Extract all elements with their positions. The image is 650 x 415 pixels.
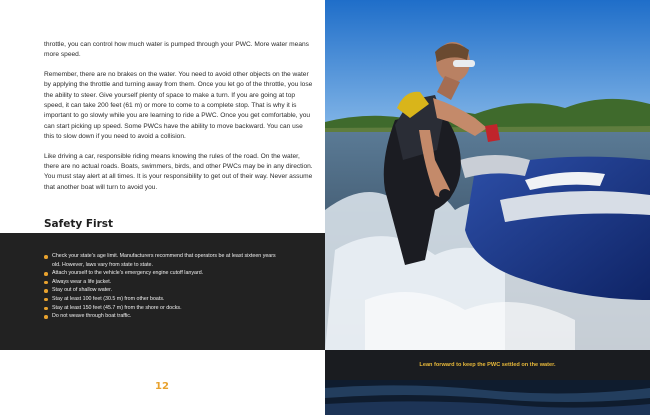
bullet-icon — [44, 272, 48, 276]
photo-caption: Lean forward to keep the PWC settled on the water. — [419, 362, 556, 368]
safety-item — [44, 269, 284, 278]
safety-item-text: Attach yourself to the vehicle’s emergency engine cutoff lanyard. — [52, 270, 204, 277]
bullet-icon — [44, 281, 48, 285]
bullet-icon — [44, 298, 48, 302]
jetski-photo — [325, 0, 650, 350]
safety-item-text: Check your state’s age limit. Manufacturers recommend that operators be at least sixteen years old. However, laws vary from state to state. — [52, 253, 276, 268]
bullet-icon — [44, 307, 48, 311]
safety-item — [44, 252, 284, 269]
safety-item-text: Do not weave through boat traffic. — [52, 313, 132, 320]
safety-item — [44, 312, 284, 321]
bullet-icon — [44, 315, 48, 319]
paragraph-3: Like driving a car, responsible riding means knowing the rules of the road. On the water, there are no actual roads. Boats, swimmers, birds, and other PWCs may be in any direction. You must stay alert at all times. It is your responsibility to get out of their way. Never assume that another boat will turn to avoid you. — [44, 152, 313, 191]
bullet-icon — [44, 289, 48, 293]
body-text — [44, 40, 314, 202]
right-page — [325, 0, 650, 415]
page-number: 12 — [155, 381, 169, 392]
safety-item-text: Stay at least 100 feet (30.5 m) from other boats. — [52, 295, 165, 302]
safety-item-text: Always wear a life jacket. — [52, 278, 112, 285]
water-reflection — [325, 380, 650, 415]
safety-item-text: Stay out of shallow water. — [52, 287, 113, 294]
safety-item — [44, 304, 284, 313]
paragraph-1: throttle, you can control how much water is pumped through your PWC. More water means more speed. — [44, 41, 309, 59]
safety-item — [44, 286, 284, 295]
section-heading: Safety First — [44, 218, 114, 230]
paragraph-2: Remember, there are no brakes on the water. You need to avoid other objects on the water by applying the throttle and turning away from them. Once you let go of the throttle, you lose the ability to steer. Give yourself plenty of space to make a turn. If you are going at top speed, it can take 200 feet (61 m) or more to come to a complete stop. That is why it is important to go slowly while you are learning to ride a PWC. Once you get comfortable, you can start picking up speed. Some PWCs have the ability to move backward. You can use this to slow down if you need to avoid a collision. — [44, 70, 313, 141]
safety-item — [44, 278, 284, 287]
safety-list — [44, 252, 325, 321]
safety-item — [44, 295, 284, 304]
caption-bar — [325, 350, 650, 380]
safety-item-text: Stay at least 150 feet (45.7 m) from the shore or docks. — [52, 304, 182, 311]
safety-box — [0, 233, 325, 350]
bullet-icon — [44, 255, 48, 259]
